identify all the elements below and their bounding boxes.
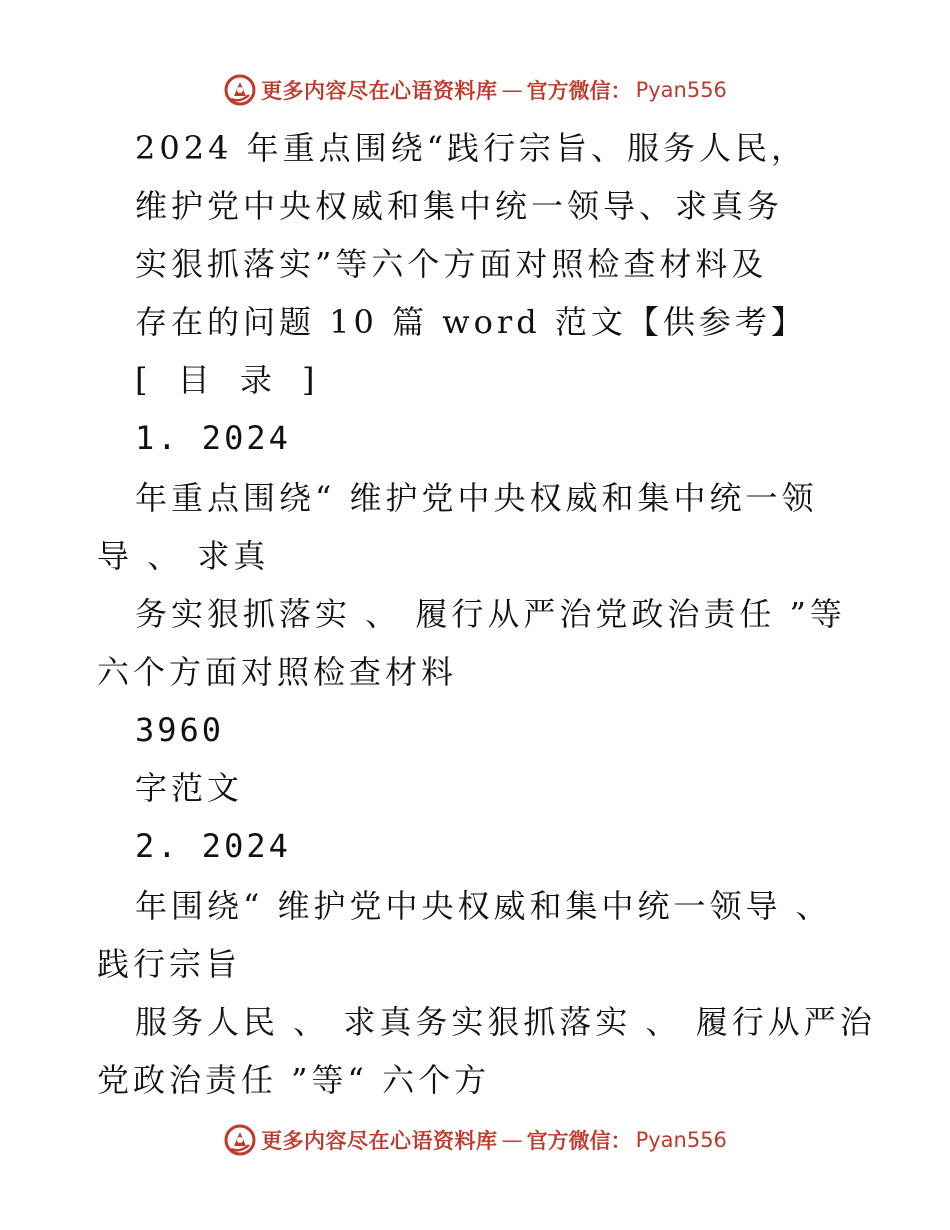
footer-banner	[0, 1120, 950, 1160]
toc-line-7: 字范文	[135, 769, 244, 807]
toc-line-10: 践行宗旨	[97, 945, 242, 983]
doc-title-line-2: 维护党中央权威和集中统一领导、求真务	[135, 187, 784, 225]
banner-text: 更多内容尽在心语资料库	[261, 78, 498, 103]
banner-wechat-label: 官方微信：	[526, 1128, 632, 1153]
toc-line-3: 导 、 求真	[97, 537, 270, 575]
toc-line-1: 1. 2024	[135, 419, 291, 457]
toc-line-9: 年围绕“ 维护党中央权威和集中统一领导 、	[135, 887, 832, 925]
toc-line-6: 3960	[135, 711, 225, 749]
banner-text: 更多内容尽在心语资料库	[261, 1128, 498, 1153]
doc-title-line-1: 2024 年重点围绕“践行宗旨、服务人民，	[135, 129, 807, 167]
toc-heading: [ 目 录 ]	[135, 361, 325, 399]
toc-line-12: 党政治责任 ”等“ 六个方	[97, 1061, 491, 1099]
banner-wechat-id: Pyan556	[635, 78, 727, 102]
toc-line-8: 2. 2024	[135, 827, 291, 865]
toc-line-11: 服务人民 、 求真务实狠抓落实 、 履行从严治	[135, 1003, 876, 1041]
banner-dash: —	[501, 78, 523, 102]
header-banner	[0, 70, 950, 110]
banner-dash: —	[501, 1128, 523, 1152]
logo-icon	[223, 1123, 257, 1157]
doc-title-line-3: 实狠抓落实”等六个方面对照检查材料及	[135, 245, 768, 283]
doc-title-line-4: 存在的问题 10 篇 word 范文【供参考】	[135, 303, 807, 341]
banner-wechat-label: 官方微信：	[526, 78, 632, 103]
toc-line-4: 务实狠抓落实 、 履行从严治党政治责任 ”等	[135, 595, 846, 633]
logo-icon	[223, 73, 257, 107]
toc-line-2: 年重点围绕“ 维护党中央权威和集中统一领	[135, 479, 818, 517]
banner-wechat-id: Pyan556	[635, 1128, 727, 1152]
toc-line-5: 六个方面对照检查材料	[97, 653, 458, 691]
